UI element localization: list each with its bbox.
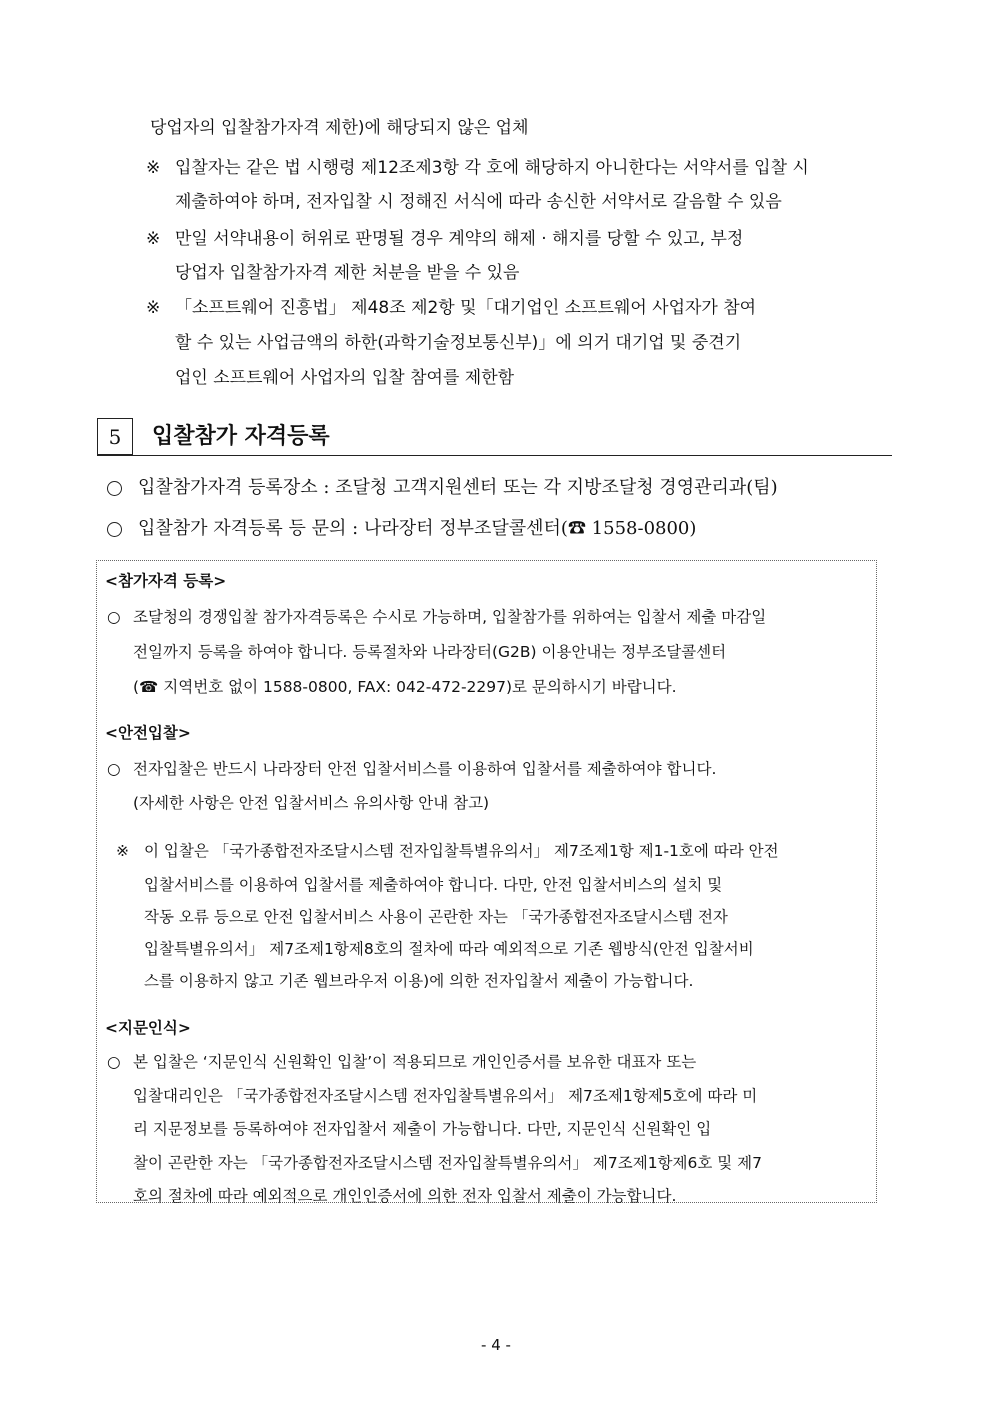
bullet-circle-icon: [107, 522, 122, 537]
bullet-circle-icon: [107, 481, 122, 496]
section-title: 입찰참가 자격등록: [152, 423, 330, 449]
note-mark: ※: [146, 229, 161, 249]
box-line: 입찰대리인은 「국가종합전자조달시스템 전자입찰특별유의서」 제7조제1항제5호에 따라 미: [133, 1087, 758, 1105]
section-item: 입찰참가 자격등록 등 문의 : 나라장터 정부조달콜센터(☎ 1558-0800): [138, 518, 697, 539]
bullet-mark: ○: [107, 1053, 121, 1071]
note-mark: ※: [146, 158, 161, 178]
section-number: 5: [97, 418, 133, 455]
box-line: 리 지문정보를 등록하여야 전자입찰서 제출이 가능합니다. 다만, 지문인식 신원확인 입: [133, 1120, 712, 1138]
box-line: 입찰서비스를 이용하여 입찰서를 제출하여야 합니다. 다만, 안전 입찰서비스의 설치 및: [144, 876, 723, 894]
section-divider: [97, 455, 892, 456]
note-mark: ※: [146, 298, 161, 318]
section-item: 입찰참가자격 등록장소 : 조달청 고객지원센터 또는 각 지방조달청 경영관리과(팀): [138, 477, 778, 498]
box-header-fingerprint: <지문인식>: [105, 1019, 191, 1037]
note-mark: ※: [116, 842, 129, 860]
page-number: - 4 -: [481, 1336, 511, 1354]
note-line: 제출하여야 하며, 전자입찰 시 정해진 서식에 따라 송신한 서약서로 갈음할 수 있음: [175, 192, 782, 212]
box-line: 본 입찰은 ‘지문인식 신원확인 입찰’이 적용되므로 개인인증서를 보유한 대표자 또는: [133, 1053, 697, 1071]
box-line: 호의 절차에 따라 예외적으로 개인인증서에 의한 전자 입찰서 제출이 가능합니다.: [133, 1187, 677, 1205]
note-line: 입찰자는 같은 법 시행령 제12조제3항 각 호에 해당하지 아니한다는 서약서를 입찰 시: [175, 158, 809, 178]
box-line: 스를 이용하지 않고 기존 웹브라우저 이용)에 의한 전자입찰서 제출이 가능합니다.: [144, 972, 694, 990]
continuation-text: 당업자의 입찰참가자격 제한)에 해당되지 않은 업체: [150, 118, 529, 138]
bullet-mark: ○: [107, 760, 121, 778]
box-line: (☎ 지역번호 없이 1588-0800, FAX: 042-472-2297)로 문의하시기 바랍니다.: [133, 678, 677, 696]
box-header-safe-bid: <안전입찰>: [105, 724, 191, 742]
note-line: 할 수 있는 사업금액의 하한(과학기술정보통신부)」에 의거 대기업 및 중견기: [175, 333, 742, 353]
note-line: 「소프트웨어 진흥법」 제48조 제2항 및「대기업인 소프트웨어 사업자가 참여: [175, 298, 757, 318]
box-header-registration: <참가자격 등록>: [105, 572, 227, 590]
box-line: (자세한 사항은 안전 입찰서비스 유의사항 안내 참고): [133, 794, 490, 812]
note-line: 업인 소프트웨어 사업자의 입찰 참여를 제한함: [175, 368, 515, 388]
box-line: 이 입찰은 「국가종합전자조달시스템 전자입찰특별유의서」 제7조제1항 제1-1호에 따라 안전: [144, 842, 779, 860]
box-line: 찰이 곤란한 자는 「국가종합전자조달시스템 전자입찰특별유의서」 제7조제1항제6호 및 제7: [133, 1154, 762, 1172]
box-line: 전자입찰은 반드시 나라장터 안전 입찰서비스를 이용하여 입찰서를 제출하여야 합니다.: [133, 760, 717, 778]
box-line: 작동 오류 등으로 안전 입찰서비스 사용이 곤란한 자는 「국가종합전자조달시스템 전자: [144, 908, 728, 926]
box-line: 입찰특별유의서」 제7조제1항제8호의 절차에 따라 예외적으로 기존 웹방식(안전 입찰서비: [144, 940, 754, 958]
box-line: 전일까지 등록을 하여야 합니다. 등록절차와 나라장터(G2B) 이용안내는 정부조달콜센터: [133, 643, 727, 661]
bullet-mark: ○: [107, 608, 121, 626]
note-line: 당업자 입찰참가자격 제한 처분을 받을 수 있음: [175, 263, 520, 283]
note-line: 만일 서약내용이 허위로 판명될 경우 계약의 해제 · 해지를 당할 수 있고, 부정: [175, 229, 744, 249]
box-line: 조달청의 경쟁입찰 참가자격등록은 수시로 가능하며, 입찰참가를 위하여는 입찰서 제출 마감일: [133, 608, 767, 626]
